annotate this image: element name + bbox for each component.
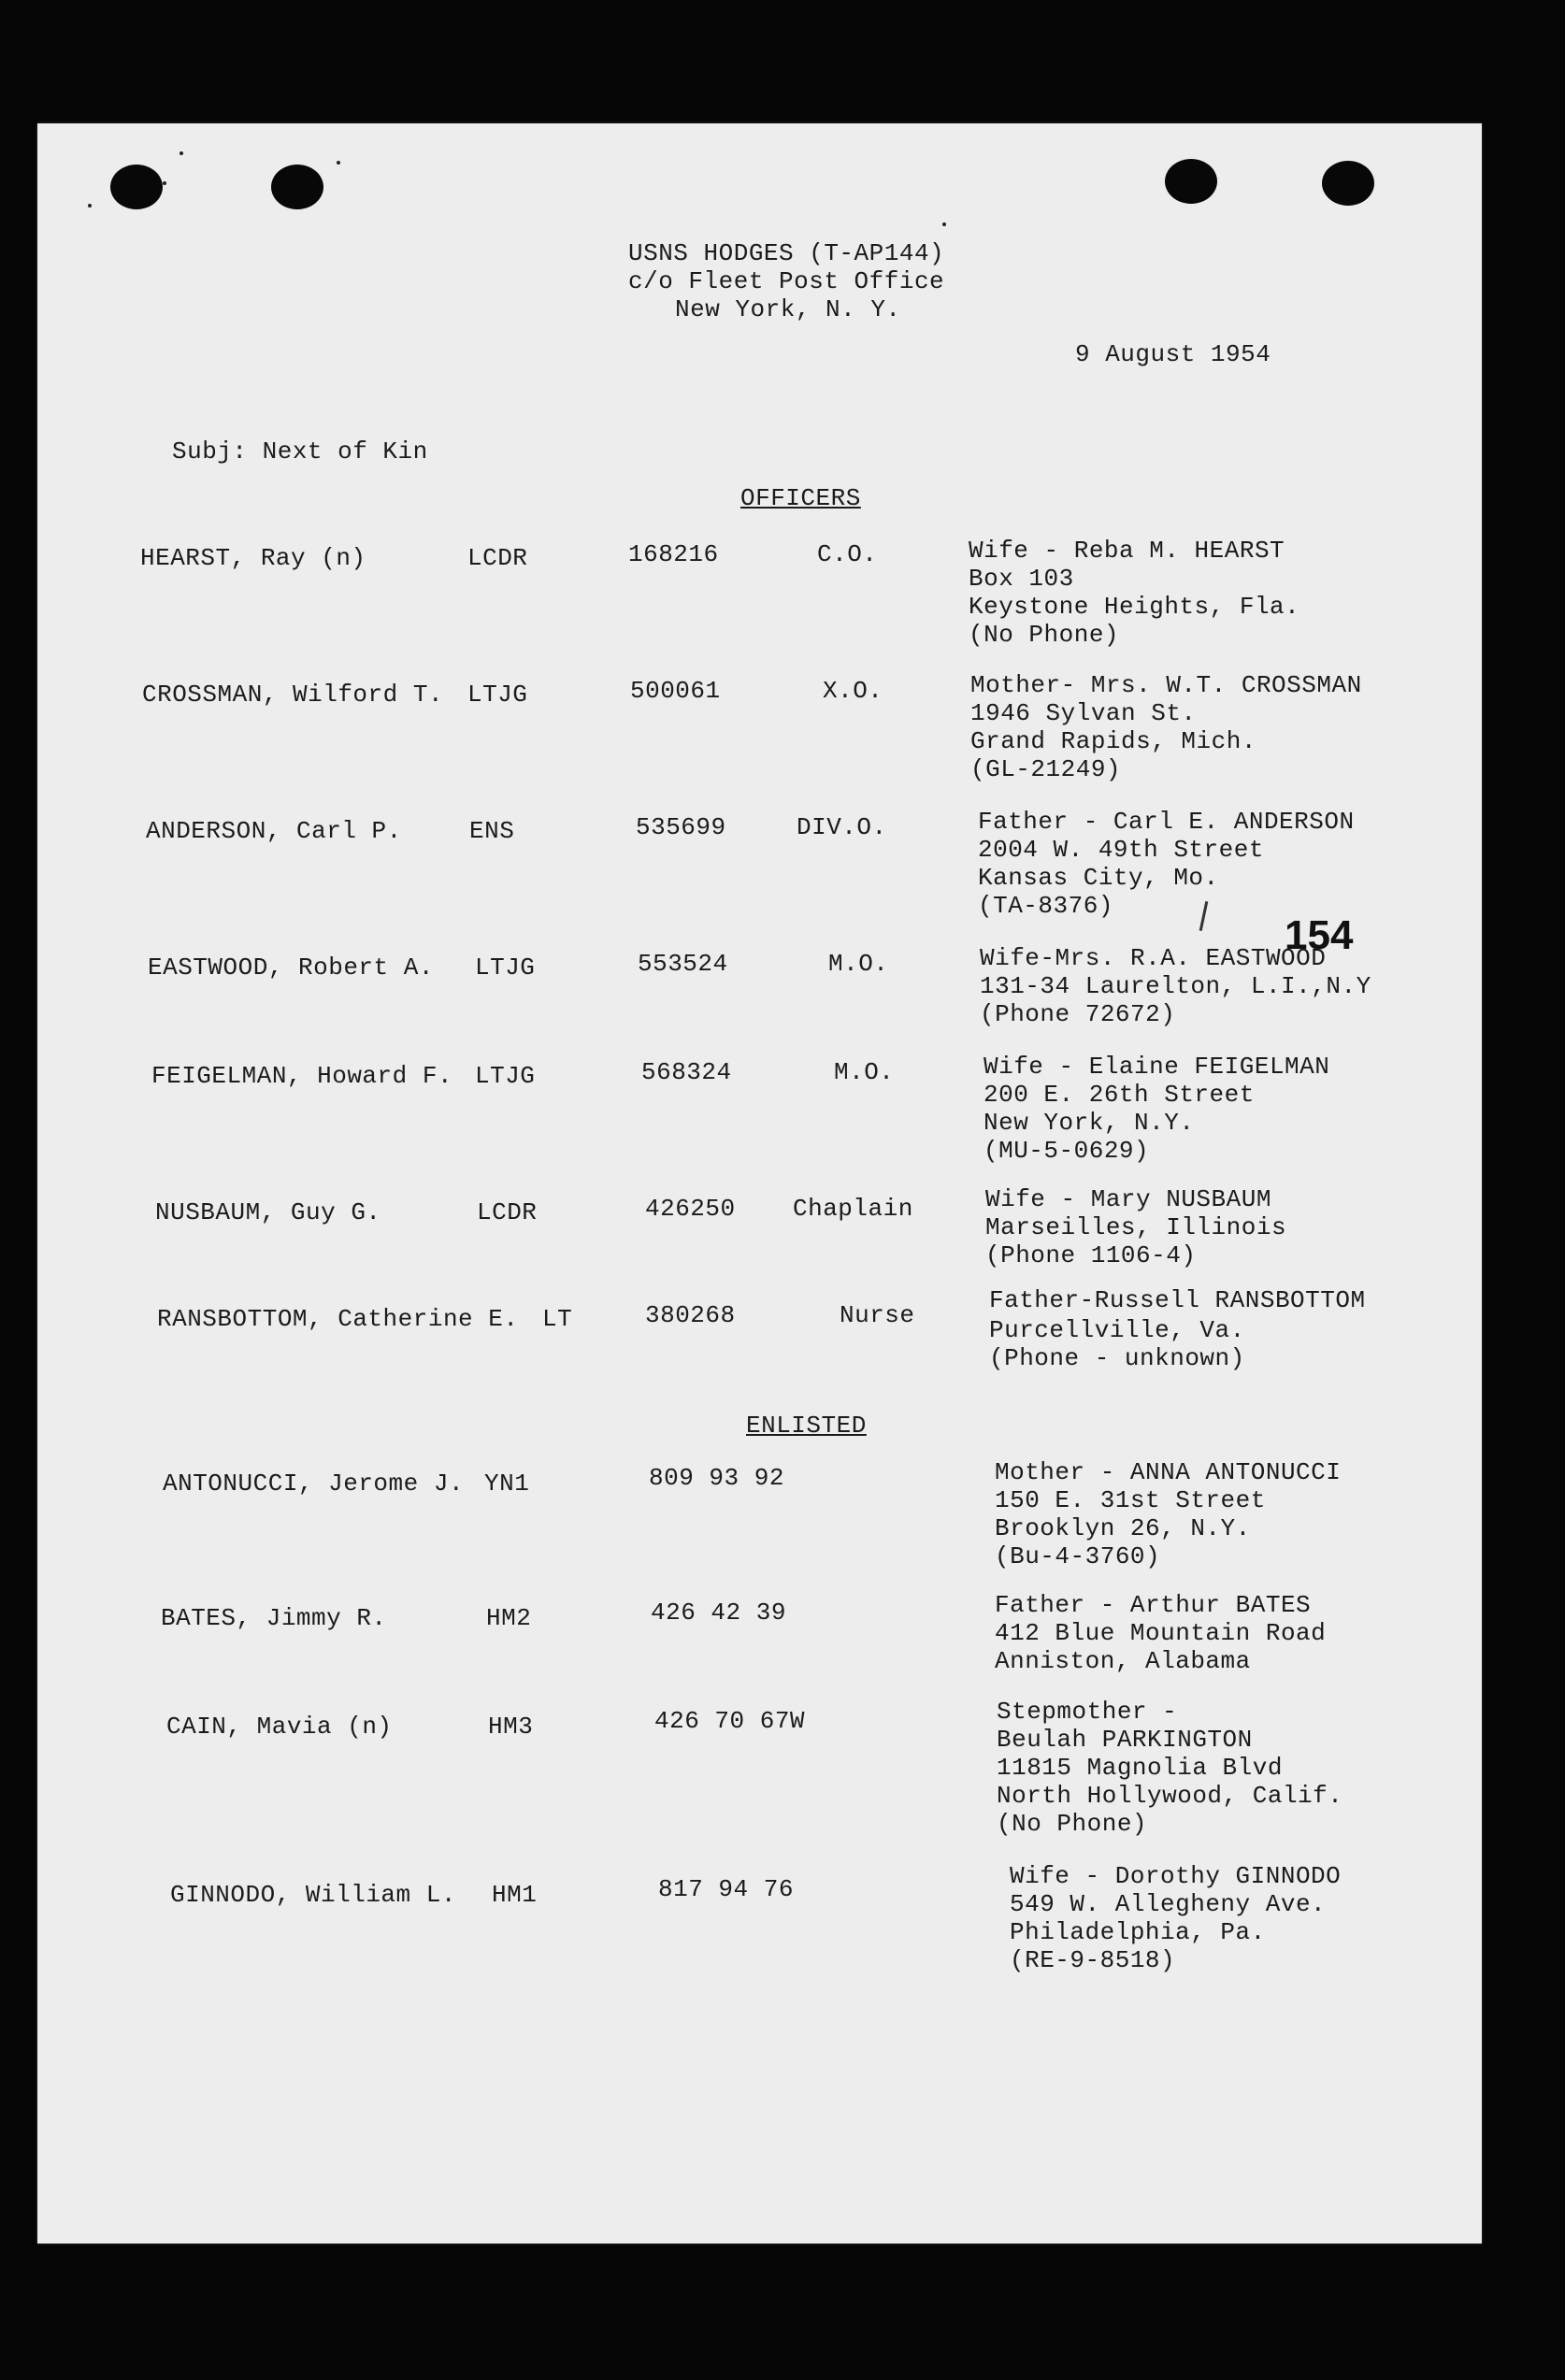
officer-service-number: 568324 [641,1058,732,1086]
next-of-kin-line: 200 E. 26th Street [984,1081,1255,1109]
enlisted-name: CAIN, Mavia (n) [166,1713,393,1741]
next-of-kin-line: Beulah PARKINGTON [997,1726,1253,1754]
next-of-kin-line: (Bu-4-3760) [995,1542,1161,1570]
officer-billet: M.O. [834,1058,895,1086]
officer-rank: ENS [469,817,515,845]
next-of-kin-line: Keystone Heights, Fla. [969,593,1300,621]
pencil-mark [1199,901,1209,931]
enlisted-service-number: 426 70 67W [654,1707,806,1735]
next-of-kin-line: Marseilles, Illinois [985,1213,1287,1241]
officer-billet: Nurse [840,1301,915,1329]
next-of-kin-line: Wife - Dorothy GINNODO [1010,1862,1342,1890]
next-of-kin-line: Purcellville, Va. [989,1316,1245,1344]
document-page [37,123,1482,2244]
officer-name: EASTWOOD, Robert A. [148,953,434,982]
punch-hole [110,165,163,209]
next-of-kin-line: 131-34 Laurelton, L.I.,N.Y [980,972,1371,1000]
next-of-kin-line: Wife - Mary NUSBAUM [985,1185,1271,1213]
next-of-kin-line: Stepmother - [997,1698,1178,1726]
next-of-kin-line: New York, N.Y. [984,1109,1195,1137]
next-of-kin-line: (Phone - unknown) [989,1344,1245,1372]
officer-service-number: 500061 [630,677,721,705]
next-of-kin-line: 1946 Sylvan St. [970,699,1197,727]
next-of-kin-line: 2004 W. 49th Street [978,836,1264,864]
next-of-kin-line: (GL-21249) [970,755,1122,783]
next-of-kin-line: 150 E. 31st Street [995,1486,1266,1514]
next-of-kin-line: (Phone 72672) [980,1000,1176,1028]
punch-hole [271,165,323,209]
next-of-kin-line: North Hollywood, Calif. [997,1782,1343,1810]
officer-rank: LT [542,1305,573,1333]
next-of-kin-line: Father - Carl E. ANDERSON [978,808,1355,836]
enlisted-rate: HM2 [486,1604,532,1632]
officer-name: ANDERSON, Carl P. [146,817,402,845]
ship-name: USNS HODGES (T-AP144) [628,239,945,267]
next-of-kin-line: Wife - Elaine FEIGELMAN [984,1053,1330,1081]
next-of-kin-line: Father - Arthur BATES [995,1591,1312,1619]
punch-hole [1165,159,1217,204]
next-of-kin-line: (MU-5-0629) [984,1137,1150,1165]
next-of-kin-line: (RE-9-8518) [1010,1946,1176,1974]
fleet-post-office: c/o Fleet Post Office [628,267,945,295]
next-of-kin-line: 412 Blue Mountain Road [995,1619,1327,1647]
enlisted-service-number: 426 42 39 [651,1599,786,1627]
officer-billet: DIV.O. [797,813,887,841]
enlisted-rate: HM1 [492,1881,538,1909]
enlisted-rate: HM3 [488,1713,534,1741]
next-of-kin-line: Box 103 [969,565,1074,593]
next-of-kin-line: Anniston, Alabama [995,1647,1251,1675]
enlisted-name: ANTONUCCI, Jerome J. [163,1470,465,1498]
next-of-kin-line: (Phone 1106-4) [985,1241,1197,1269]
officer-name: FEIGELMAN, Howard F. [151,1062,453,1090]
next-of-kin-line: Father-Russell RANSBOTTOM [989,1286,1366,1314]
officer-billet: C.O. [817,540,878,568]
punch-hole [1322,161,1374,206]
next-of-kin-line: Mother - ANNA ANTONUCCI [995,1458,1342,1486]
next-of-kin-line: 11815 Magnolia Blvd [997,1754,1283,1782]
next-of-kin-line: Mother- Mrs. W.T. CROSSMAN [970,671,1362,699]
enlisted-service-number: 817 94 76 [658,1875,794,1903]
officer-rank: LCDR [467,544,528,572]
officers-heading: OFFICERS [740,484,861,512]
enlisted-name: GINNODO, William L. [170,1881,456,1909]
officer-rank: LTJG [467,681,528,709]
next-of-kin-line: Grand Rapids, Mich. [970,727,1256,755]
officer-rank: LCDR [477,1198,538,1226]
officer-service-number: 553524 [638,950,728,978]
officer-billet: M.O. [828,950,889,978]
enlisted-name: BATES, Jimmy R. [161,1604,387,1632]
officer-rank: LTJG [475,953,536,982]
officer-billet: X.O. [823,677,883,705]
document-date: 9 August 1954 [1075,340,1271,368]
officer-name: NUSBAUM, Guy G. [155,1198,381,1226]
subject-line: Subj: Next of Kin [172,437,428,466]
officer-service-number: 535699 [636,813,726,841]
next-of-kin-line: Philadelphia, Pa. [1010,1918,1266,1946]
next-of-kin-line: Wife-Mrs. R.A. EASTWOOD [980,944,1327,972]
officer-rank: LTJG [475,1062,536,1090]
city-line: New York, N. Y. [675,295,901,323]
next-of-kin-line: Kansas City, Mo. [978,864,1219,892]
enlisted-rate: YN1 [484,1470,530,1498]
next-of-kin-line: 549 W. Allegheny Ave. [1010,1890,1327,1918]
officer-service-number: 168216 [628,540,719,568]
next-of-kin-line: (No Phone) [997,1810,1148,1838]
enlisted-heading: ENLISTED [746,1412,867,1440]
officer-service-number: 426250 [645,1195,736,1223]
next-of-kin-line: Wife - Reba M. HEARST [969,537,1285,565]
officer-name: CROSSMAN, Wilford T. [142,681,444,709]
enlisted-service-number: 809 93 92 [649,1464,784,1492]
next-of-kin-line: (TA-8376) [978,892,1113,920]
next-of-kin-line: Brooklyn 26, N.Y. [995,1514,1251,1542]
officer-service-number: 380268 [645,1301,736,1329]
next-of-kin-line: (No Phone) [969,621,1120,649]
page-number-stamp: 154 [1285,912,1354,958]
officer-billet: Chaplain [793,1195,913,1223]
officer-name: RANSBOTTOM, Catherine E. [157,1305,519,1333]
officer-name: HEARST, Ray (n) [140,544,366,572]
